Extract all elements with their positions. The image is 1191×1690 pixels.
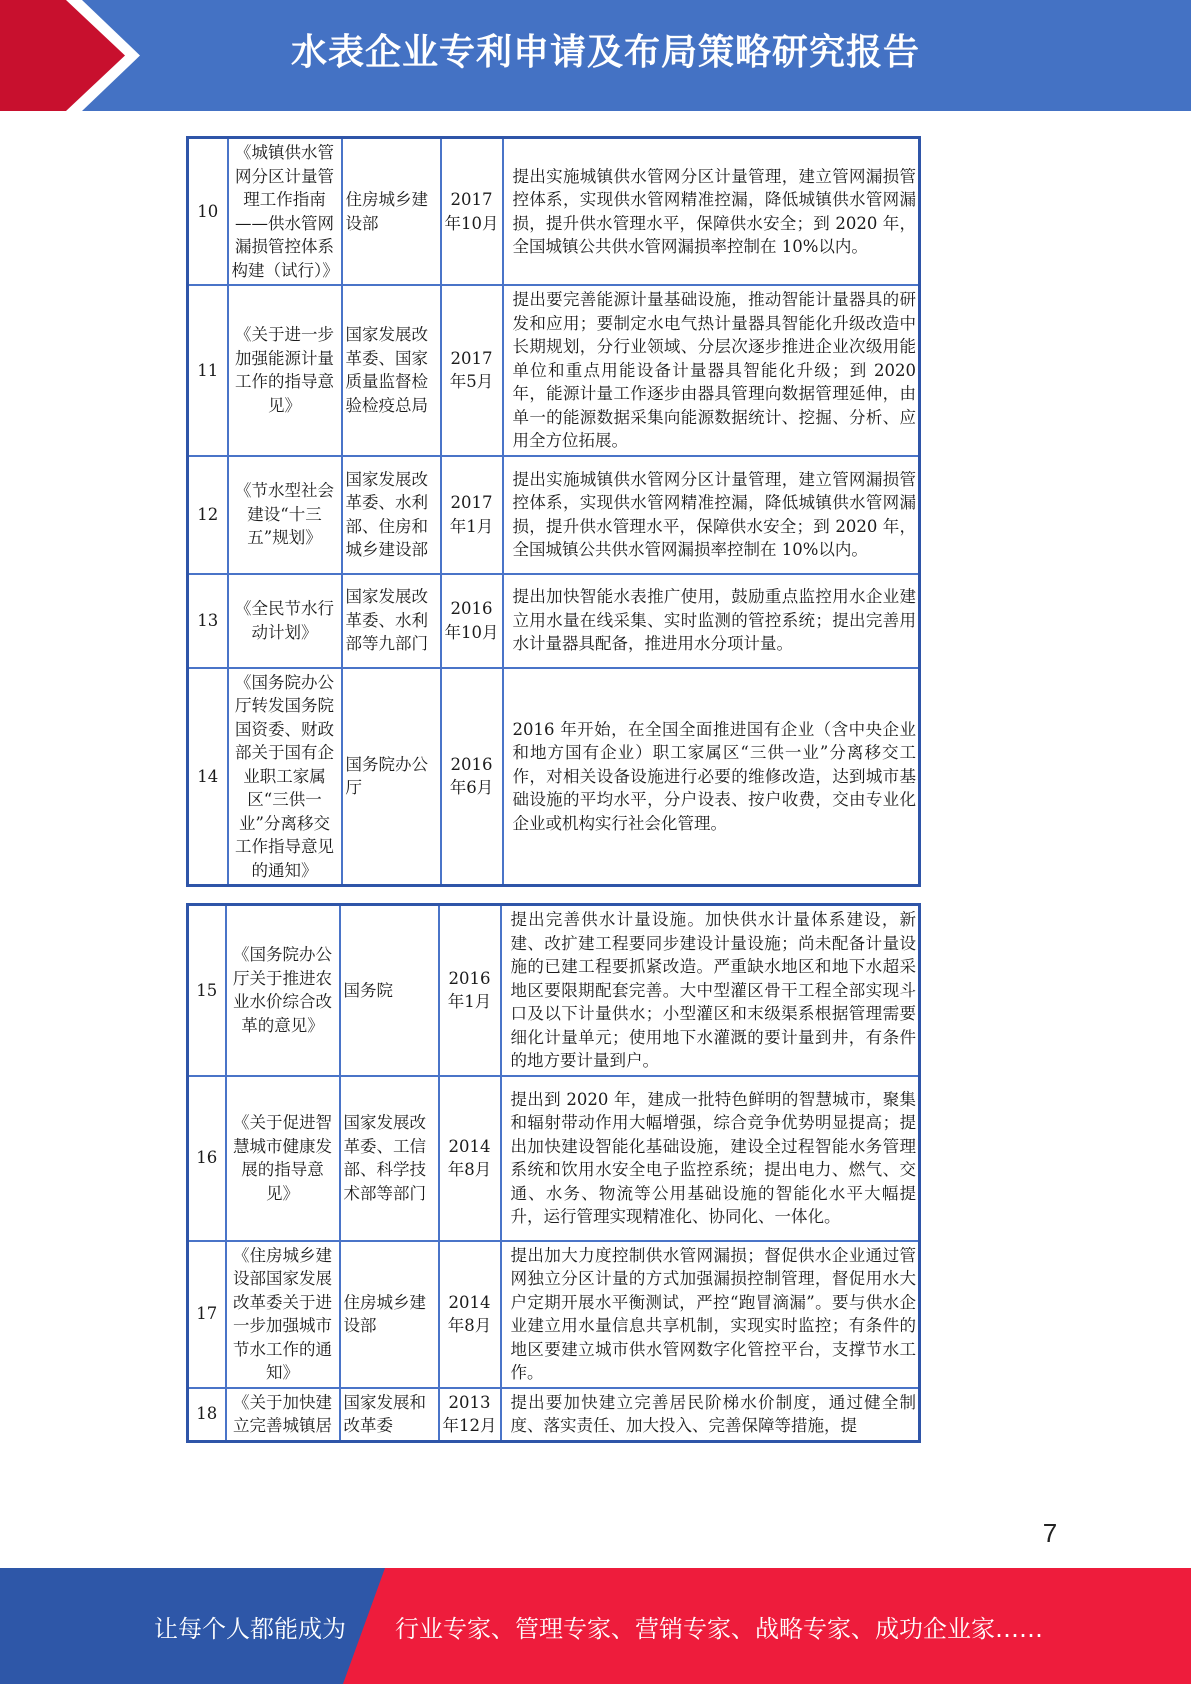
policy-name: 《国务院办公厅转发国务院国资委、财政部关于国有企业职工家属区“三供一业”分离移交工作指导意见的通知》	[228, 668, 342, 886]
issue-date: 2017年5月	[441, 285, 503, 456]
row-number: 14	[188, 668, 228, 886]
page-footer	[0, 1568, 1191, 1684]
policy-name: 《关于加快建立完善城镇居	[226, 1388, 340, 1442]
issue-date: 2016年1月	[439, 905, 501, 1076]
table-row	[188, 1388, 920, 1442]
policy-table-2	[186, 903, 921, 1443]
row-number: 16	[188, 1076, 226, 1241]
row-number: 15	[188, 905, 226, 1076]
policy-name: 《节水型社会建设“十三五”规划》	[228, 456, 342, 574]
issue-date: 2016年6月	[441, 668, 503, 886]
policy-name: 《住房城乡建设部国家发展改革委关于进一步加强城市节水工作的通知》	[226, 1241, 340, 1388]
table-row	[188, 456, 920, 574]
issuing-department: 国务院	[340, 905, 439, 1076]
issuing-department: 国家发展改革委、水利部等九部门	[342, 574, 441, 668]
policy-content: 提出加大力度控制供水管网漏损；督促供水企业通过管网独立分区计量的方式加强漏损控制管理，督促用水大户定期开展水平衡测试，严控“跑冒滴漏”。要与供水企业建立用水量信息共享机制，实现实时监控；有条件的地区要建立城市供水管网数字化管控平台，支撑节水工作。	[501, 1241, 920, 1388]
issuing-department: 国务院办公厅	[342, 668, 441, 886]
table-row	[188, 574, 920, 668]
table-row	[188, 138, 920, 286]
table-row	[188, 668, 920, 886]
policy-content: 提出要加快建立完善居民阶梯水价制度，通过健全制度、落实责任、加大投入、完善保障等措施，提	[501, 1388, 920, 1442]
policy-name: 《城镇供水管网分区计量管理工作指南——供水管网漏损管控体系构建（试行）》	[228, 138, 342, 286]
issue-date: 2017年10月	[441, 138, 503, 286]
policy-name: 《关于促进智慧城市健康发展的指导意见》	[226, 1076, 340, 1241]
policy-content: 提出到 2020 年，建成一批特色鲜明的智慧城市，聚集和辐射带动作用大幅增强，综合竞争优势明显提高；提出加快建设智能化基础设施，建设全过程智能水务管理系统和饮用水安全电子监控系统；提出电力、燃气、交通、水务、物流等公用基础设施的智能化水平大幅提升，运行管理实现精准化、协同化、一体化。	[501, 1076, 920, 1241]
policy-table-1	[186, 136, 921, 887]
issue-date: 2013年12月	[439, 1388, 501, 1442]
row-number: 18	[188, 1388, 226, 1442]
issuing-department: 国家发展改革委、国家质量监督检验检疫总局	[342, 285, 441, 456]
policy-name: 《全民节水行动计划》	[228, 574, 342, 668]
report-title: 水表企业专利申请及布局策略研究报告	[290, 32, 920, 73]
issue-date: 2017年1月	[441, 456, 503, 574]
table-row	[188, 1076, 920, 1241]
issue-date: 2016年10月	[441, 574, 503, 668]
footer-slogan-left: 让每个人都能成为	[154, 1615, 346, 1643]
issuing-department: 国家发展改革委、工信部、科学技术部等部门	[340, 1076, 439, 1241]
table-row	[188, 905, 920, 1076]
table-row	[188, 1241, 920, 1388]
row-number: 11	[188, 285, 228, 456]
policy-content: 2016 年开始，在全国全面推进国有企业（含中央企业和地方国有企业）职工家属区“三供一业”分离移交工作，对相关设备设施进行必要的维修改造，达到城市基础设施的平均水平，分户设表、按户收费，交由专业化企业或机构实行社会化管理。	[503, 668, 920, 886]
issue-date: 2014年8月	[439, 1241, 501, 1388]
issue-date: 2014年8月	[439, 1076, 501, 1241]
row-number: 13	[188, 574, 228, 668]
issuing-department: 国家发展改革委、水利部、住房和城乡建设部	[342, 456, 441, 574]
footer-slogan-right: 行业专家、管理专家、营销专家、战略专家、成功企业家……	[395, 1615, 1043, 1643]
issuing-department: 住房城乡建设部	[340, 1241, 439, 1388]
issuing-department: 住房城乡建设部	[342, 138, 441, 286]
row-number: 10	[188, 138, 228, 286]
policy-content: 提出加快智能水表推广使用，鼓励重点监控用水企业建立用水量在线采集、实时监测的管控系统；提出完善用水计量器具配备，推进用水分项计量。	[503, 574, 920, 668]
policy-content: 提出要完善能源计量基础设施，推动智能计量器具的研发和应用；要制定水电气热计量器具智能化升级改造中长期规划，分行业领域、分层次逐步推进企业次级用能单位和重点用能设备计量器具智能化升级；到 2020 年，能源计量工作逐步由器具管理向数据管理延伸，由单一的能源数据采集向能源数据统计、挖掘、分析、应用全方位拓展。	[503, 285, 920, 456]
policy-name: 《国务院办公厅关于推进农业水价综合改革的意见》	[226, 905, 340, 1076]
page-number: 7	[1042, 1518, 1058, 1548]
page-header	[0, 0, 1191, 111]
table-row	[188, 285, 920, 456]
row-number: 17	[188, 1241, 226, 1388]
policy-content: 提出实施城镇供水管网分区计量管理，建立管网漏损管控体系，实现供水管网精准控漏，降低城镇供水管网漏损，提升供水管理水平，保障供水安全；到 2020 年，全国城镇公共供水管网漏损率控制在 10%以内。	[503, 456, 920, 574]
policy-name: 《关于进一步加强能源计量工作的指导意见》	[228, 285, 342, 456]
policy-content: 提出完善供水计量设施。加快供水计量体系建设，新建、改扩建工程要同步建设计量设施；尚未配备计量设施的已建工程要抓紧改造。严重缺水地区和地下水超采地区要限期配套完善。大中型灌区骨干工程全部实现斗口及以下计量供水；小型灌区和末级渠系根据管理需要细化计量单元；使用地下水灌溉的要计量到井，有条件的地方要计量到户。	[501, 905, 920, 1076]
issuing-department: 国家发展和改革委	[340, 1388, 439, 1442]
policy-content: 提出实施城镇供水管网分区计量管理，建立管网漏损管控体系，实现供水管网精准控漏，降低城镇供水管网漏损，提升供水管理水平，保障供水安全；到 2020 年，全国城镇公共供水管网漏损率控制在 10%以内。	[503, 138, 920, 286]
row-number: 12	[188, 456, 228, 574]
